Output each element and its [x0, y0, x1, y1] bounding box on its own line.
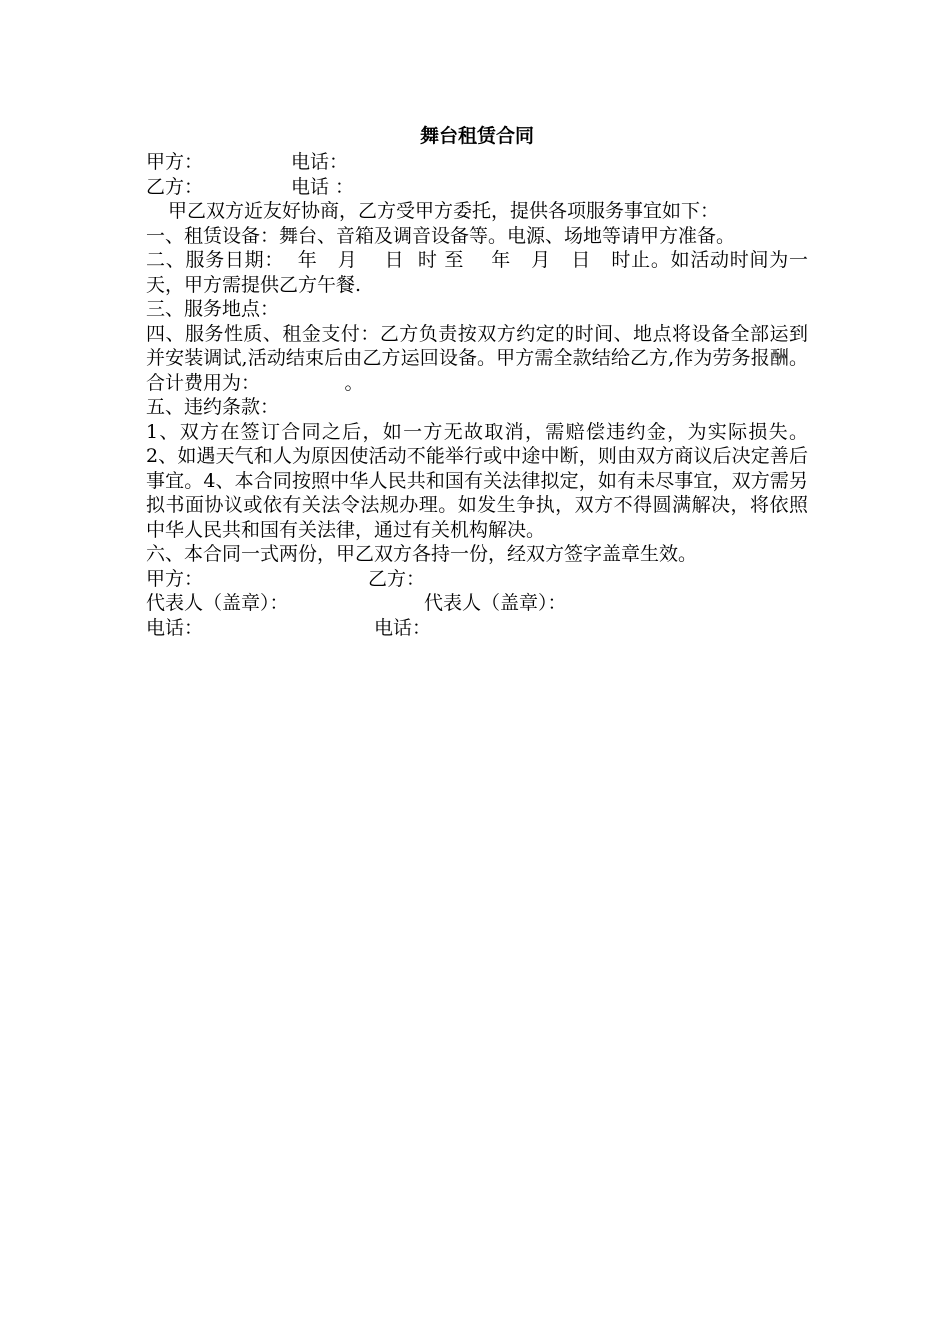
signature-rep-row [146, 591, 808, 616]
party-a-phone-label: 电话： [291, 151, 349, 173]
party-b-label: 乙方： [146, 175, 204, 198]
signature-rep-a: 代表人（盖章）： [146, 592, 289, 614]
party-a-label: 甲方： [146, 151, 204, 173]
clause-6: 六、本合同一式两份，甲乙双方各持一份，经双方签字盖章生效。 [146, 543, 698, 565]
signature-phone-b: 电话： [374, 616, 432, 639]
party-b-phone-label: 电话 ： [291, 175, 355, 198]
signature-rep-b: 代表人（盖章）： [424, 592, 567, 614]
contract-page [146, 122, 821, 640]
signature-party-row [146, 567, 808, 592]
clause-5-heading: 五、违约条款： [146, 396, 280, 418]
signature-party-b: 乙方： [368, 567, 426, 590]
clause-4: 四、服务性质、租金支付：乙方负责按双方约定的时间、地点将设备全部运到并安装调试,活动结束后由乙方运回设备。甲方需全款结给乙方,作为劳务报酬。 合计费用为： 。 [146, 322, 815, 394]
party-b-line [146, 175, 808, 200]
signature-phone-row [146, 616, 808, 641]
clause-5-body: 1、双方在签订合同之后，如一方无故取消，需赔偿违约金，为实际损失。 2、如遇天气和人为原因使活动不能举行或中途中断，则由双方商议后决定善后事宜。4、本合同按照中华人民共和国有关法律拟定，如有未尽事宜，双方需另拟书面协议或依有关法令法规办理。如发生争执，双方不得圆满解决，将依照中华人民共和国有关法律，通过有关机构解决。 [146, 420, 821, 541]
clause-3: 三、服务地点： [146, 298, 280, 320]
clause-2: 二、服务日期： 年 月 日 时 至 年 月 日 时止。如活动时间为一天，甲方需提供乙方午餐. [146, 249, 808, 296]
signature-party-a: 甲方： [146, 567, 204, 590]
signature-phone-a: 电话： [146, 616, 204, 639]
document-title: 舞台租赁合同 [419, 125, 534, 147]
party-a-line [146, 150, 808, 175]
clause-1: 一、租赁设备：舞台、音箱及调音设备等。电源、场地等请甲方准备。 [146, 224, 736, 247]
intro-paragraph: 甲乙双方近友好协商，乙方受甲方委托，提供各项服务事宜如下： [168, 200, 720, 222]
